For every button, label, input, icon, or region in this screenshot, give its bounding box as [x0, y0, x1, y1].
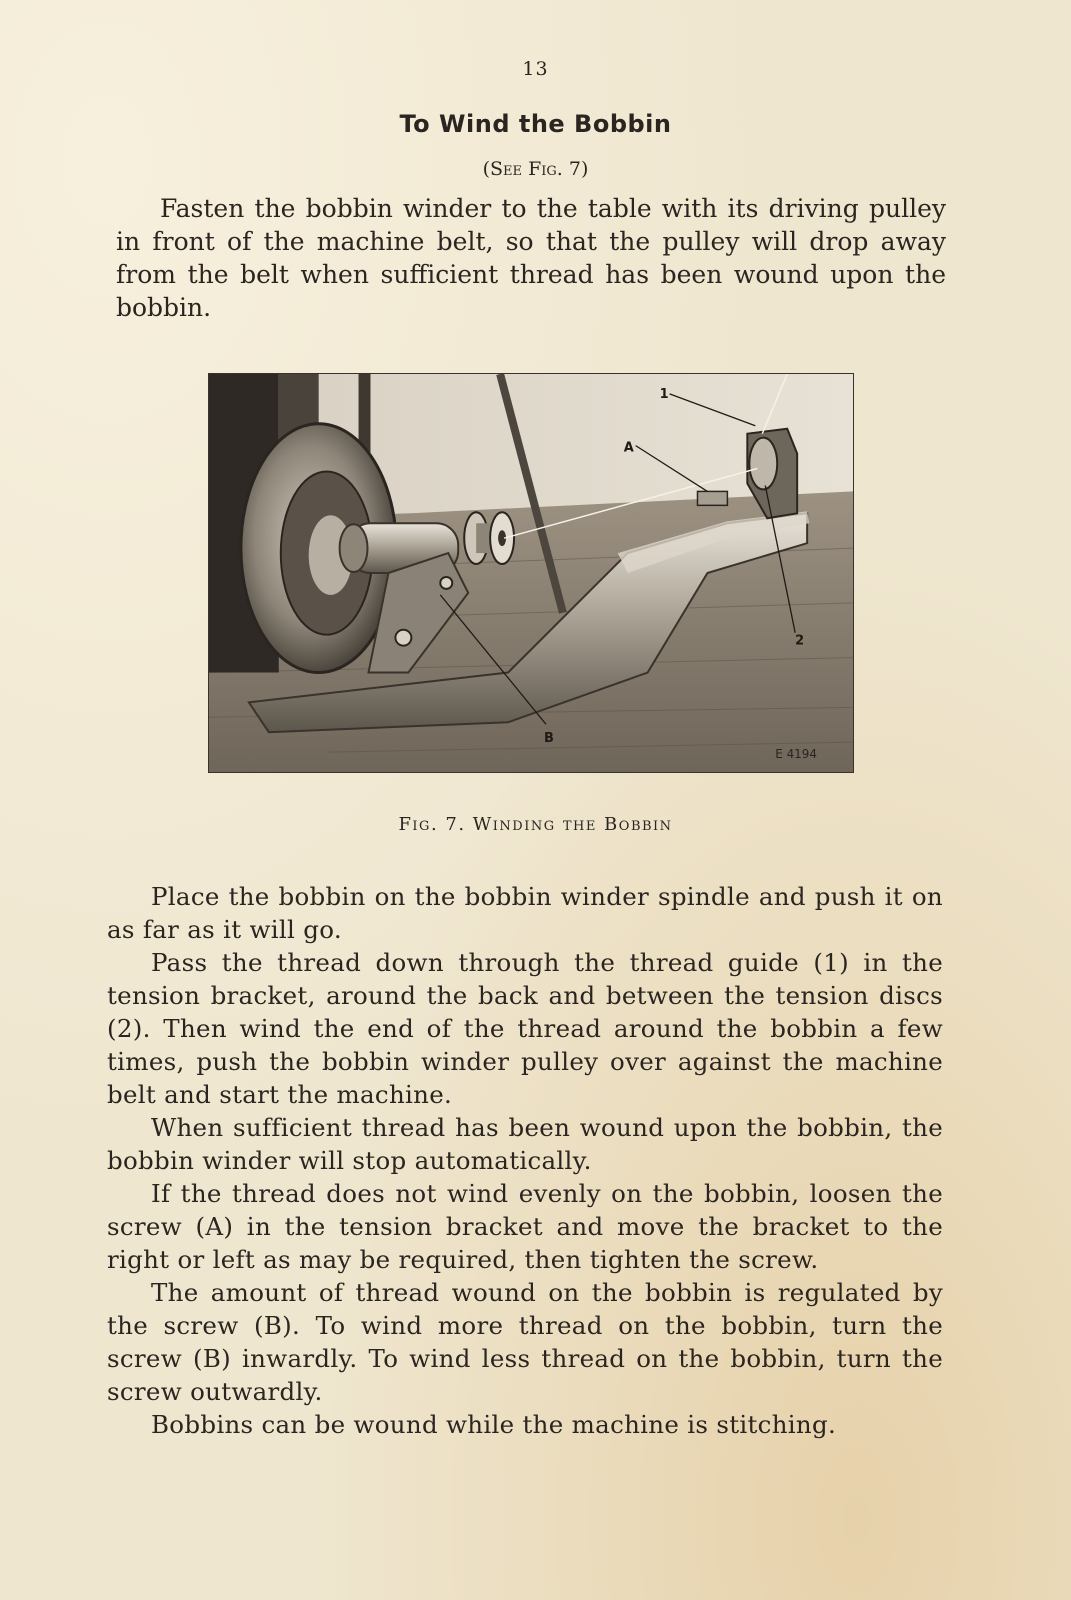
figure-caption: Fig. 7. Winding the Bobbin	[398, 814, 673, 835]
paragraph-wind-while-stitching: Bobbins can be wound while the machine is stitching.	[151, 1410, 837, 1439]
section-heading: To Wind the Bobbin	[399, 110, 672, 138]
paragraph-auto-stop: When sufficient thread has been wound upon the bobbin, the bobbin winder will stop automatically.	[107, 1113, 943, 1175]
paragraph-pass-thread: Pass the thread down through the thread guide (1) in the tension bracket, around the back and between the tension discs (2). Then wind the end of the thread around the bobbin a few times, push the bobbin winder pulley over against the machine belt and start the machine.	[107, 948, 943, 1109]
figure-7-photo	[208, 373, 854, 773]
figure-reference: (See Fig. 7)	[482, 158, 589, 180]
label-1: 1	[659, 386, 669, 402]
bobbin-winder-illustration	[209, 374, 853, 772]
paragraph-place-bobbin: Place the bobbin on the bobbin winder spindle and push it on as far as it will go.	[107, 882, 943, 944]
paragraph-regulate-amount: The amount of thread wound on the bobbin is regulated by the screw (B). To wind more thread on the bobbin, turn the screw (B) inwardly. To wind less thread on the bobbin, turn the screw outwardly.	[107, 1278, 943, 1406]
figure-code: E 4194	[775, 747, 818, 762]
page-number: 13	[522, 58, 549, 80]
intro-paragraph: Fasten the bobbin winder to the table with its driving pulley in front of the machine belt, so that the pulley will drop away from the belt when sufficient thread has been wound upon the bobbin.	[116, 194, 946, 322]
label-b: B	[543, 731, 554, 747]
label-a: A	[623, 440, 634, 456]
label-2: 2	[795, 633, 805, 649]
paragraph-uneven-winding: If the thread does not wind evenly on the bobbin, loosen the screw (A) in the tension bracket and move the bracket to the right or left as may be required, then tighten the screw.	[107, 1179, 943, 1274]
instructions-body	[107, 880, 943, 1441]
